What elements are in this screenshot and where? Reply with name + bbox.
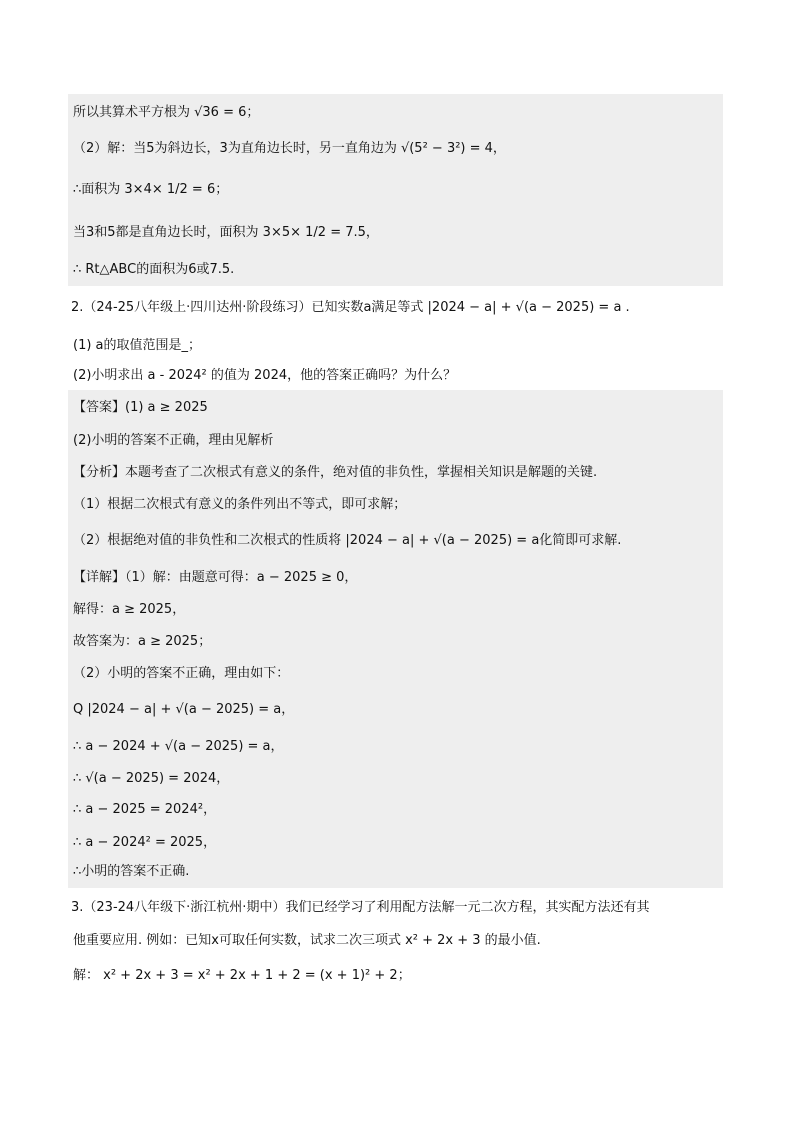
- solution-line-2: （2）解：当5为斜边长，3为直角边长时，另一直角边为 √(5² − 3²) = 4，: [73, 141, 506, 156]
- solution-line-1: 所以其算术平方根为 √36 = 6；: [73, 105, 260, 120]
- analysis-line: 【分析】本题考查了二次根式有意义的条件，绝对值的非负性，掌握相关知识是解题的关键.: [73, 465, 598, 480]
- question-2-part-1: (1) a的取值范围是_；: [73, 338, 202, 353]
- detail-line-1: 【详解】（1）解：由题意可得：a − 2025 ≥ 0，: [73, 570, 358, 585]
- solution-line-5: ∴ Rt△ABC的面积为6或7.5.: [73, 262, 235, 277]
- detail-line-10: ∴小明的答案不正确.: [73, 864, 190, 879]
- detail-line-3: 故答案为：a ≥ 2025；: [73, 634, 212, 649]
- question-3-solution: 解： x² + 2x + 3 = x² + 2x + 1 + 2 = (x + 1)² + 2；: [73, 968, 411, 983]
- detail-line-2: 解得：a ≥ 2025，: [73, 602, 186, 617]
- solution-line-4: 当3和5都是直角边长时，面积为 3×5× 1/2 = 7.5，: [73, 225, 379, 240]
- detail-line-6: ∴ a − 2024 + √(a − 2025) = a，: [73, 739, 284, 754]
- analysis-step-1: （1）根据二次根式有意义的条件列出不等式，即可求解；: [73, 497, 407, 512]
- detail-line-9: ∴ a − 2024² = 2025，: [73, 835, 217, 850]
- solution-line-3: ∴面积为 3×4× 1/2 = 6；: [73, 182, 229, 197]
- question-2-part-2: (2)小明求出 a - 2024² 的值为 2024，他的答案正确吗？为什么？: [73, 368, 457, 383]
- detail-line-5: Q |2024 − a| + √(a − 2025) = a，: [73, 702, 295, 717]
- detail-line-7: ∴ √(a − 2025) = 2024，: [73, 771, 230, 786]
- detail-line-8: ∴ a − 2025 = 2024²，: [73, 802, 217, 817]
- question-2-title: 2.（24-25八年级上·四川达州·阶段练习）已知实数a满足等式 |2024 − a| + √(a − 2025) = a .: [71, 300, 630, 315]
- question-3-title: 3.（23-24八年级下·浙江杭州·期中）我们已经学习了利用配方法解一元二次方程，其实配方法还有其: [71, 900, 650, 915]
- answer-line-2: (2)小明的答案不正确，理由见解析: [73, 433, 274, 448]
- answer-line-1: 【答案】(1) a ≥ 2025: [73, 400, 208, 415]
- question-3-title-cont: 他重要应用. 例如：已知x可取任何实数，试求二次三项式 x² + 2x + 3 的最小值.: [73, 933, 541, 948]
- analysis-step-2: （2）根据绝对值的非负性和二次根式的性质将 |2024 − a| + √(a − 2025) = a化简即可求解.: [73, 533, 622, 548]
- detail-line-4: （2）小明的答案不正确，理由如下：: [73, 666, 290, 681]
